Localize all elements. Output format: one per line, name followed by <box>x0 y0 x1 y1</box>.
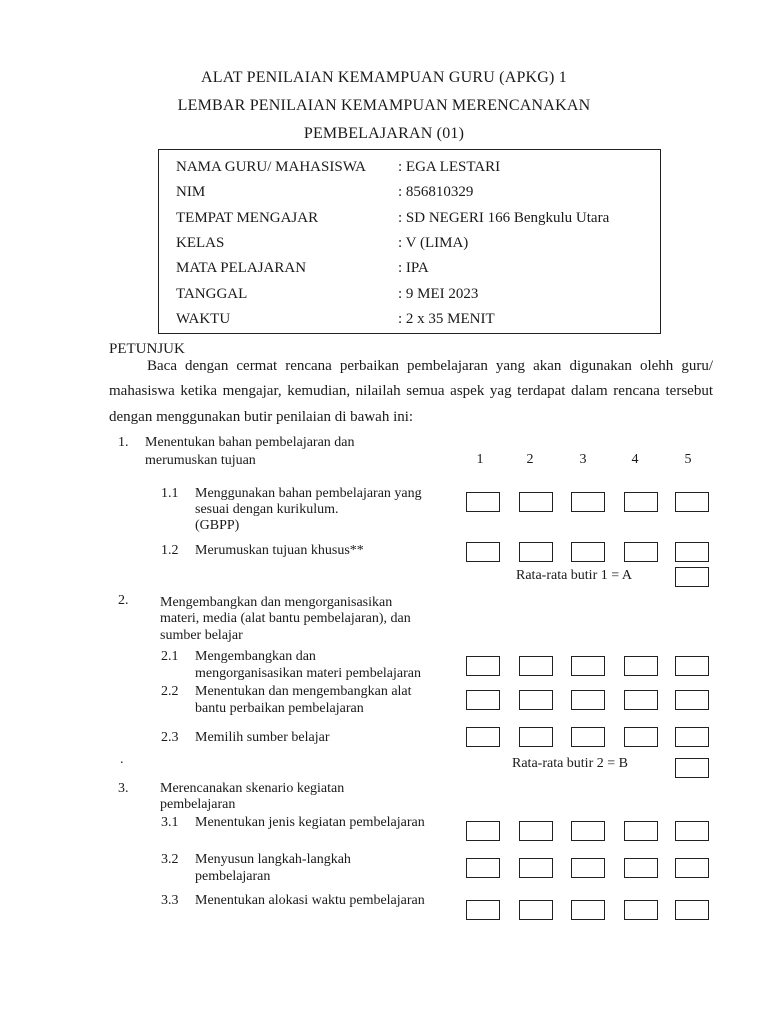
section-3-number: 3. <box>118 781 129 796</box>
score-box-2-3-3[interactable] <box>571 727 605 747</box>
section-2-title-line-2: materi, media (alat bantu pembelajaran), dan <box>160 611 411 626</box>
score-box-1-1-4[interactable] <box>624 492 658 512</box>
section-2-number: 2. <box>118 593 129 608</box>
score-box-2-1-4[interactable] <box>624 656 658 676</box>
score-box-3-2-2[interactable] <box>519 858 553 878</box>
score-box-3-1-1[interactable] <box>466 821 500 841</box>
item-1-1-line-2: sesuai dengan kurikulum. <box>195 502 339 517</box>
score-box-3-3-2[interactable] <box>519 900 553 920</box>
score-box-2-1-1[interactable] <box>466 656 500 676</box>
average-1-box[interactable] <box>675 567 709 587</box>
score-box-3-1-3[interactable] <box>571 821 605 841</box>
document-title-line-3: PEMBELAJARAN (01) <box>303 125 465 142</box>
score-box-1-1-5[interactable] <box>675 492 709 512</box>
score-box-2-2-4[interactable] <box>624 690 658 710</box>
score-box-2-2-1[interactable] <box>466 690 500 710</box>
document-title-line-1: ALAT PENILAIAN KEMAMPUAN GURU (APKG) 1 <box>201 69 567 86</box>
petunjuk-line-1: Baca dengan cermat rencana perbaikan pembelajaran yang akan digunakan olehh guru/ <box>147 358 713 374</box>
info-value-name: : EGA LESTARI <box>398 159 501 175</box>
score-box-1-2-5[interactable] <box>675 542 709 562</box>
info-value-waktu: : 2 x 35 MENIT <box>398 311 495 327</box>
score-box-3-2-1[interactable] <box>466 858 500 878</box>
info-value-mapel: : IPA <box>398 260 429 276</box>
item-2-2-line-1: Menentukan dan mengembangkan alat <box>195 684 412 699</box>
stray-mark: . <box>120 752 124 767</box>
item-3-3-number: 3.3 <box>161 893 179 908</box>
section-3-title-line-2: pembelajaran <box>160 797 236 812</box>
item-1-2-number: 1.2 <box>161 543 179 558</box>
score-box-3-2-4[interactable] <box>624 858 658 878</box>
item-3-1-number: 3.1 <box>161 815 179 830</box>
score-box-1-1-2[interactable] <box>519 492 553 512</box>
score-box-1-1-1[interactable] <box>466 492 500 512</box>
item-2-1-line-1: Mengembangkan dan <box>195 649 316 664</box>
average-1-label: Rata-rata butir 1 = A <box>516 568 632 583</box>
info-label-mapel: MATA PELAJARAN <box>176 260 307 276</box>
score-box-2-2-5[interactable] <box>675 690 709 710</box>
petunjuk-line-3: dengan menggunakan butir penilaian di bawah ini: <box>109 409 414 425</box>
scale-header-2: 2 <box>526 452 534 467</box>
average-2-box[interactable] <box>675 758 709 778</box>
score-box-3-1-5[interactable] <box>675 821 709 841</box>
score-box-3-3-5[interactable] <box>675 900 709 920</box>
score-box-3-3-4[interactable] <box>624 900 658 920</box>
item-3-2-line-2: pembelajaran <box>195 869 271 884</box>
petunjuk-line-2: mahasiswa ketika mengajar, kemudian, nilailah semua aspek yag terdapat dalam rencana tersebut <box>109 383 713 399</box>
info-value-tanggal: : 9 MEI 2023 <box>398 286 479 302</box>
score-box-1-1-3[interactable] <box>571 492 605 512</box>
item-1-2-line-1: Merumuskan tujuan khusus** <box>195 543 364 558</box>
item-2-2-line-2: bantu perbaikan pembelajaran <box>195 701 364 716</box>
section-2-title-line-3: sumber belajar <box>160 628 243 643</box>
score-box-2-1-3[interactable] <box>571 656 605 676</box>
item-3-2-line-1: Menyusun langkah-langkah <box>195 852 351 867</box>
item-1-1-line-1: Menggunakan bahan pembelajaran yang <box>195 486 422 501</box>
petunjuk-heading: PETUNJUK <box>109 341 185 357</box>
score-box-2-3-5[interactable] <box>675 727 709 747</box>
item-3-2-number: 3.2 <box>161 852 179 867</box>
score-box-1-2-3[interactable] <box>571 542 605 562</box>
info-label-tempat: TEMPAT MENGAJAR <box>176 210 319 226</box>
info-value-tempat: : SD NEGERI 166 Bengkulu Utara <box>398 210 610 226</box>
document-title-line-2: LEMBAR PENILAIAN KEMAMPUAN MERENCANAKAN <box>177 97 591 114</box>
score-box-3-3-1[interactable] <box>466 900 500 920</box>
info-label-name: NAMA GURU/ MAHASISWA <box>176 159 367 175</box>
scale-header-4: 4 <box>631 452 639 467</box>
item-2-2-number: 2.2 <box>161 684 179 699</box>
score-box-3-2-3[interactable] <box>571 858 605 878</box>
score-box-3-3-3[interactable] <box>571 900 605 920</box>
score-box-3-1-2[interactable] <box>519 821 553 841</box>
average-2-label: Rata-rata butir 2 = B <box>512 756 628 771</box>
info-label-nim: NIM <box>176 184 206 200</box>
info-value-nim: : 856810329 <box>398 184 474 200</box>
score-box-2-3-2[interactable] <box>519 727 553 747</box>
item-1-1-line-3: (GBPP) <box>195 518 240 533</box>
scale-header-3: 3 <box>579 452 587 467</box>
score-box-3-1-4[interactable] <box>624 821 658 841</box>
section-1-title-line-2: merumuskan tujuan <box>145 453 256 468</box>
scale-header-1: 1 <box>476 452 484 467</box>
score-box-2-3-1[interactable] <box>466 727 500 747</box>
score-box-1-2-1[interactable] <box>466 542 500 562</box>
score-box-2-2-3[interactable] <box>571 690 605 710</box>
item-1-1-number: 1.1 <box>161 486 179 501</box>
score-box-2-1-5[interactable] <box>675 656 709 676</box>
score-box-1-2-4[interactable] <box>624 542 658 562</box>
item-3-3-line-1: Menentukan alokasi waktu pembelajaran <box>195 893 425 908</box>
item-2-3-number: 2.3 <box>161 730 179 745</box>
section-1-number: 1. <box>118 435 129 450</box>
score-box-2-3-4[interactable] <box>624 727 658 747</box>
info-label-kelas: KELAS <box>176 235 225 251</box>
info-label-tanggal: TANGGAL <box>176 286 248 302</box>
score-box-2-2-2[interactable] <box>519 690 553 710</box>
section-1-title-line-1: Menentukan bahan pembelajaran dan <box>145 435 355 450</box>
info-label-waktu: WAKTU <box>176 311 231 327</box>
score-box-3-2-5[interactable] <box>675 858 709 878</box>
item-2-1-line-2: mengorganisasikan materi pembelajaran <box>195 666 421 681</box>
item-3-1-line-1: Menentukan jenis kegiatan pembelajaran <box>195 815 425 830</box>
section-3-title-line-1: Merencanakan skenario kegiatan <box>160 781 345 796</box>
score-box-2-1-2[interactable] <box>519 656 553 676</box>
item-2-3-line-1: Memilih sumber belajar <box>195 730 330 745</box>
scale-header-5: 5 <box>684 452 692 467</box>
info-value-kelas: : V (LIMA) <box>398 235 469 251</box>
item-2-1-number: 2.1 <box>161 649 179 664</box>
score-box-1-2-2[interactable] <box>519 542 553 562</box>
section-2-title-line-1: Mengembangkan dan mengorganisasikan <box>160 595 393 610</box>
